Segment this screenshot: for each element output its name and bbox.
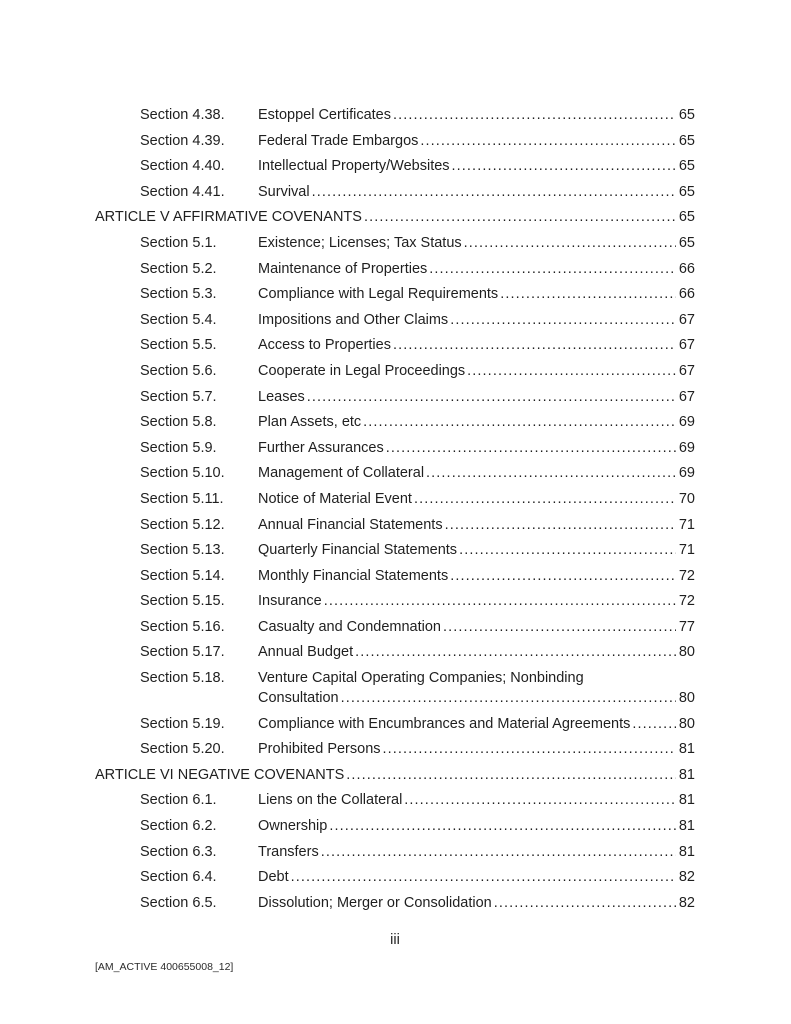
- toc-entry-line: [95, 261, 695, 278]
- toc-section-entry: [95, 491, 695, 508]
- toc-entry-page: 77: [678, 618, 695, 635]
- toc-entry-page: 80: [678, 715, 695, 732]
- toc-entry-title: Casualty and Condemnation: [258, 618, 441, 635]
- dot-leader: [289, 869, 676, 886]
- toc-entry-line: [95, 209, 695, 226]
- toc-entry-line: [95, 670, 695, 687]
- toc-entry-label: Section 5.19.: [140, 715, 225, 732]
- toc-entry-page: 81: [678, 766, 695, 783]
- toc-entry-page: 66: [678, 286, 695, 303]
- toc-entry-title: Plan Assets, etc: [258, 414, 362, 431]
- toc-entry-label-spacer: [140, 690, 258, 707]
- toc-entry-label: Section 5.7.: [140, 388, 217, 405]
- toc-entry-title: Compliance with Encumbrances and Material Agreements: [258, 715, 631, 732]
- toc-entry-page: 69: [678, 414, 695, 431]
- dot-leader: [322, 593, 676, 610]
- toc-section-entry: [95, 593, 695, 610]
- dot-leader: [353, 644, 676, 661]
- toc-entry-line: [95, 491, 695, 508]
- toc-entry-page: 65: [678, 158, 695, 175]
- toc-section-entry: [95, 741, 695, 758]
- toc-entry-title: Further Assurances: [258, 439, 384, 456]
- toc-entry-title: Ownership: [258, 818, 328, 835]
- toc-entry-title: Venture Capital Operating Companies; Nonbinding: [258, 670, 584, 687]
- toc-entry-page: 81: [678, 843, 695, 860]
- toc-entry-line: [95, 895, 695, 912]
- toc-section-entry: [95, 107, 695, 124]
- toc-section-entry: [95, 286, 695, 303]
- toc-section-entry: [95, 389, 695, 406]
- toc-section-entry: [95, 818, 695, 835]
- toc-entry-label: Section 5.9.: [140, 439, 217, 456]
- toc-entry-title: Intellectual Property/Websites: [258, 158, 450, 175]
- table-of-contents: [95, 107, 695, 920]
- toc-entry-title: Leases: [258, 388, 305, 405]
- toc-section-entry: [95, 414, 695, 431]
- dot-leader: [448, 312, 676, 329]
- toc-entry-label: Section 5.20.: [140, 741, 225, 758]
- toc-section-entry: [95, 312, 695, 329]
- toc-entry-line: [95, 792, 695, 809]
- toc-entry-label: Section 4.38.: [140, 107, 225, 123]
- dot-leader: [630, 716, 676, 733]
- toc-entry-line: [95, 818, 695, 835]
- toc-entry-page: 71: [678, 542, 695, 559]
- dot-leader: [457, 542, 676, 559]
- toc-entry-title: Monthly Financial Statements: [258, 567, 449, 584]
- toc-entry-line: [95, 286, 695, 303]
- toc-section-entry: [95, 363, 695, 380]
- toc-entry-title: Management of Collateral: [258, 465, 425, 482]
- toc-entry-line: [95, 107, 695, 124]
- dot-leader: [362, 209, 676, 226]
- dot-leader: [412, 491, 676, 508]
- toc-section-entry: [95, 133, 695, 150]
- toc-entry-title: Notice of Material Event: [258, 490, 412, 507]
- toc-entry-page: 71: [678, 516, 695, 533]
- toc-entry-line: [95, 568, 695, 585]
- dot-leader: [339, 690, 676, 707]
- toc-section-entry: [95, 792, 695, 809]
- toc-entry-title: Impositions and Other Claims: [258, 311, 449, 328]
- toc-section-entry: [95, 895, 695, 912]
- toc-entry-page: 69: [678, 439, 695, 456]
- dot-leader: [443, 517, 676, 534]
- toc-entry-label: Section 5.11.: [140, 490, 224, 507]
- toc-entry-page: 81: [678, 818, 695, 835]
- toc-entry-line: [95, 440, 695, 457]
- toc-entry-line: [95, 312, 695, 329]
- toc-section-entry: [95, 670, 695, 707]
- toc-entry-title: Prohibited Persons: [258, 741, 381, 758]
- toc-entry-title: Quarterly Financial Statements: [258, 542, 458, 559]
- toc-section-entry: [95, 716, 695, 733]
- dot-leader: [402, 792, 676, 809]
- toc-entry-label: Section 5.6.: [140, 362, 217, 379]
- toc-entry-label: Section 4.41.: [140, 183, 225, 200]
- toc-section-entry: [95, 235, 695, 252]
- toc-entry-line-continued: [95, 690, 695, 707]
- toc-entry-label: Section 6.2.: [140, 818, 217, 835]
- toc-entry-title-continued: Consultation: [258, 690, 339, 707]
- toc-entry-line: [95, 363, 695, 380]
- toc-entry-title: Annual Financial Statements: [258, 516, 443, 533]
- toc-entry-line: [95, 644, 695, 661]
- toc-entry-label: Section 5.2.: [140, 260, 217, 277]
- toc-entry-line: [95, 414, 695, 431]
- dot-leader: [448, 568, 676, 585]
- toc-section-entry: [95, 440, 695, 457]
- toc-entry-line: [95, 741, 695, 758]
- toc-entry-title: Insurance: [258, 593, 322, 610]
- dot-leader: [424, 465, 676, 482]
- dot-leader: [384, 440, 676, 457]
- dot-leader: [344, 767, 676, 784]
- toc-entry-page: 65: [678, 234, 695, 251]
- toc-entry-title: Debt: [258, 869, 289, 886]
- dot-leader: [391, 337, 676, 354]
- toc-entry-title: Dissolution; Merger or Consolidation: [258, 894, 492, 911]
- toc-entry-page: 67: [678, 337, 695, 354]
- dot-leader: [327, 818, 676, 835]
- toc-entry-label: Section 4.40.: [140, 158, 225, 175]
- dot-leader: [361, 414, 676, 431]
- toc-entry-page: 80: [678, 644, 695, 661]
- dot-leader: [492, 895, 676, 912]
- dot-leader: [381, 741, 676, 758]
- toc-entry-page: 69: [678, 465, 695, 482]
- toc-entry-page: 81: [678, 792, 695, 809]
- toc-entry-title: Liens on the Collateral: [258, 792, 403, 809]
- toc-entry-label: Section 5.18.: [140, 670, 225, 687]
- toc-entry-label: Section 5.8.: [140, 414, 217, 431]
- toc-section-entry: [95, 517, 695, 534]
- toc-entry-line: [95, 844, 695, 861]
- toc-entry-label: Section 5.17.: [140, 644, 225, 661]
- toc-entry-label: Section 5.5.: [140, 337, 217, 354]
- toc-section-entry: [95, 158, 695, 175]
- toc-entry-label: Section 6.1.: [140, 792, 217, 809]
- dot-leader: [427, 261, 676, 278]
- toc-entry-page: 72: [678, 567, 695, 584]
- toc-entry-title: Survival: [258, 183, 310, 200]
- toc-entry-page: 81: [678, 741, 695, 758]
- dot-leader: [319, 844, 676, 861]
- toc-entry-line: [95, 465, 695, 482]
- toc-entry-line: [95, 235, 695, 252]
- toc-section-entry: [95, 869, 695, 886]
- toc-entry-line: [95, 184, 695, 201]
- dot-leader: [462, 235, 676, 252]
- toc-entry-title: Federal Trade Embargos: [258, 132, 419, 149]
- toc-entry-line: [95, 593, 695, 610]
- toc-entry-page: 65: [678, 183, 695, 200]
- toc-entry-label: Section 5.1.: [140, 234, 217, 251]
- dot-leader: [418, 133, 675, 150]
- toc-entry-line: [95, 517, 695, 534]
- toc-article-entry: [95, 767, 695, 784]
- toc-entry-page: 65: [678, 107, 695, 123]
- toc-entry-page: 70: [678, 490, 695, 507]
- toc-section-entry: [95, 337, 695, 354]
- toc-entry-label: Section 5.10.: [140, 465, 225, 482]
- dot-leader: [465, 363, 676, 380]
- toc-entry-page: 66: [678, 260, 695, 277]
- toc-entry-line: [95, 619, 695, 636]
- page-number: iii: [390, 932, 400, 948]
- toc-entry-line: [95, 716, 695, 733]
- toc-entry-label: Section 4.39.: [140, 132, 225, 149]
- dot-leader: [450, 158, 676, 175]
- toc-entry-label: Section 5.16.: [140, 618, 225, 635]
- dot-leader: [310, 184, 676, 201]
- toc-entry-title: Compliance with Legal Requirements: [258, 286, 499, 303]
- toc-entry-title: Existence; Licenses; Tax Status: [258, 234, 462, 251]
- toc-entry-page: 80: [678, 690, 695, 707]
- toc-section-entry: [95, 542, 695, 559]
- toc-entry-title: Annual Budget: [258, 644, 354, 661]
- toc-entry-line: [95, 542, 695, 559]
- document-id-footer: [AM_ACTIVE 400655008_12]: [95, 961, 234, 973]
- toc-entry-label: Section 6.5.: [140, 894, 217, 911]
- toc-section-entry: [95, 261, 695, 278]
- toc-entry-title: Estoppel Certificates: [258, 107, 391, 123]
- toc-article-entry: [95, 209, 695, 226]
- toc-entry-label: Section 5.4.: [140, 311, 217, 328]
- toc-entry-label: Section 6.4.: [140, 869, 217, 886]
- toc-entry-line: [95, 337, 695, 354]
- toc-entry-line: [95, 158, 695, 175]
- toc-entry-line: [95, 389, 695, 406]
- toc-entry-label: Section 6.3.: [140, 843, 217, 860]
- toc-section-entry: [95, 568, 695, 585]
- toc-section-entry: [95, 184, 695, 201]
- toc-entry-title: Maintenance of Properties: [258, 260, 428, 277]
- toc-entry-title: Access to Properties: [258, 337, 391, 354]
- toc-section-entry: [95, 644, 695, 661]
- toc-entry-page: 65: [678, 132, 695, 149]
- dot-leader: [391, 107, 676, 124]
- toc-entry-label: Section 5.15.: [140, 593, 225, 610]
- toc-entry-label: Section 5.3.: [140, 286, 217, 303]
- toc-entry-page: 65: [678, 209, 695, 226]
- toc-section-entry: [95, 844, 695, 861]
- dot-leader: [498, 286, 676, 303]
- toc-entry-title: Transfers: [258, 843, 319, 860]
- toc-entry-line: [95, 133, 695, 150]
- toc-entry-line: [95, 869, 695, 886]
- toc-entry-label: Section 5.13.: [140, 542, 225, 559]
- toc-entry-title: ARTICLE VI NEGATIVE COVENANTS: [95, 766, 345, 783]
- toc-entry-label: Section 5.14.: [140, 567, 225, 584]
- toc-entry-page: 67: [678, 311, 695, 328]
- dot-leader: [305, 389, 676, 406]
- toc-section-entry: [95, 619, 695, 636]
- toc-entry-title: ARTICLE V AFFIRMATIVE COVENANTS: [95, 209, 362, 226]
- toc-entry-label: Section 5.12.: [140, 516, 225, 533]
- dot-leader: [441, 619, 676, 636]
- toc-entry-page: 82: [678, 869, 695, 886]
- toc-entry-page: 67: [678, 388, 695, 405]
- toc-entry-line: [95, 767, 695, 784]
- toc-section-entry: [95, 465, 695, 482]
- toc-entry-page: 72: [678, 593, 695, 610]
- toc-entry-title: Cooperate in Legal Proceedings: [258, 362, 466, 379]
- toc-entry-page: 82: [678, 894, 695, 911]
- toc-entry-page: 67: [678, 362, 695, 379]
